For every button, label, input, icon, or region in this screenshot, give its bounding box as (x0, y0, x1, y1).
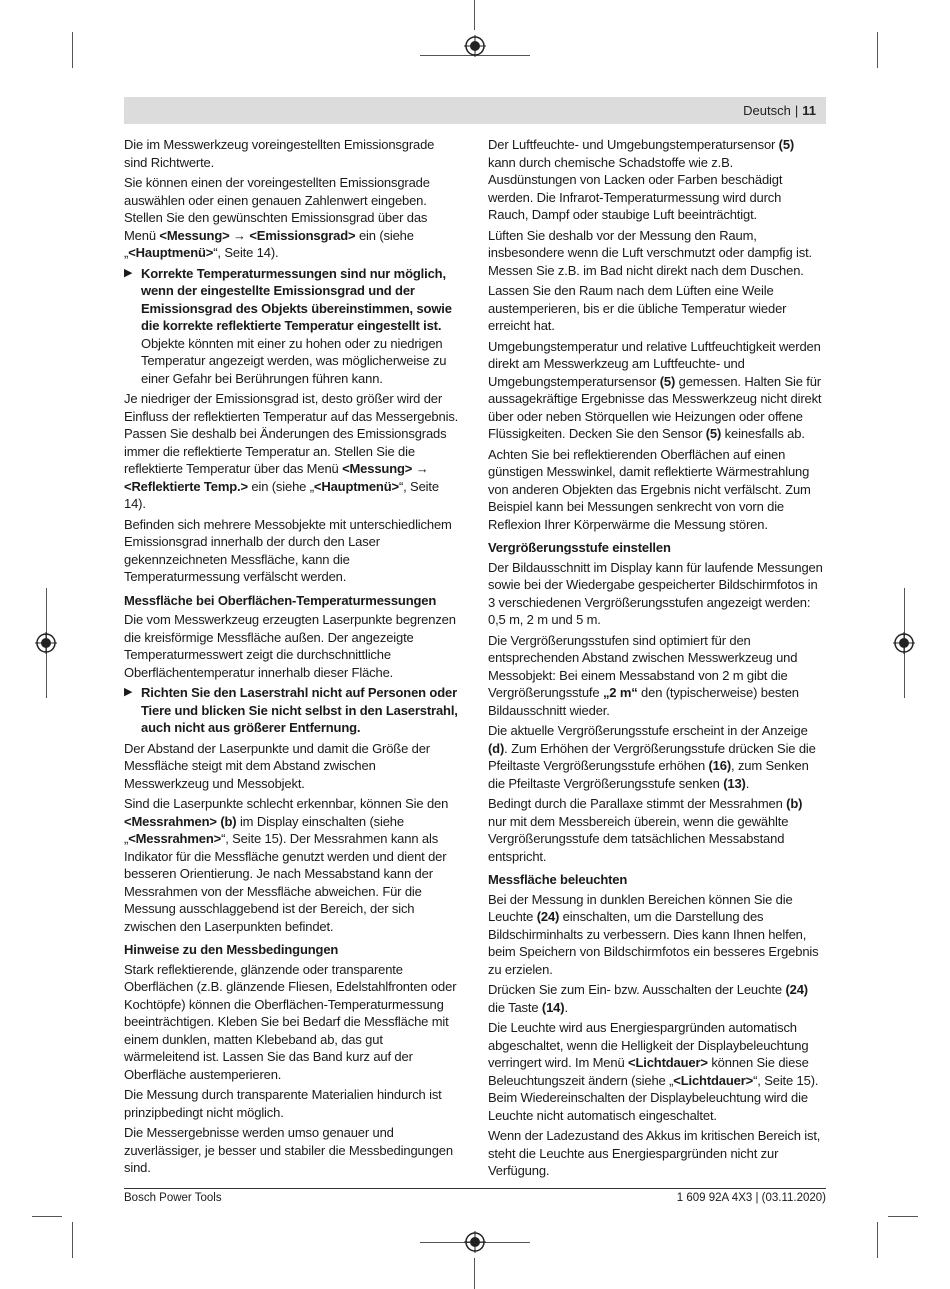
paragraph: Die Vergrößerungsstufen sind optimiert für den entsprechenden Abstand zwischen Messwerkzeug und Messobjekt: Bei einem Messabstand von 2 m gibt die Vergrößerungsstufe „2 m“ den (typischerweise) besten Bildausschnitt wieder. (488, 632, 799, 718)
crop-mark (72, 32, 73, 68)
left-column (124, 136, 460, 1180)
section-heading: Hinweise zu den Messbedingungen (124, 942, 339, 957)
paragraph: Drücken Sie zum Ein- bzw. Ausschalten der Leuchte (24) die Taste (14). (488, 982, 808, 1015)
footer-publisher: Bosch Power Tools (124, 1192, 222, 1204)
section-heading: Vergrößerungsstufe einstellen (488, 540, 671, 555)
right-column (488, 136, 824, 1183)
paragraph: Umgebungstemperatur und relative Luftfeuchtigkeit werden direkt am Messwerkzeug am Luftfeuchte- und Umgebungstemperatursensor (5) gemessen. Halten Sie für aussagekräftige Ergebnisse das Messwerkzeug nicht direkt über oder neben Störquellen wie Heizungen oder offene Flüssigkeiten. Decken Sie den Sensor (5) keinesfalls ab. (488, 338, 822, 441)
footer-document-id: 1 609 92A 4X3 | (03.11.2020) (676, 1192, 826, 1204)
section-heading: Messfläche beleuchten (488, 872, 628, 887)
paragraph: Wenn der Ladezustand des Akkus im kritischen Bereich ist, steht die Leuchte aus Energiespargründen nicht zur Verfügung. (488, 1128, 821, 1178)
paragraph: Die Messergebnisse werden umso genauer und zuverlässiger, je besser und stabiler die Messbedingungen sind. (124, 1125, 453, 1175)
paragraph: Der Abstand der Laserpunkte und damit die Größe der Messfläche steigt mit dem Abstand zwischen Messwerkzeug und Messobjekt. (124, 740, 430, 791)
registration-mark-icon (35, 632, 57, 654)
paragraph: Bei der Messung in dunklen Bereichen können Sie die Leuchte (24) einschalten, um die Darstellung des Bildschirminhalts zu verbessern. Dies kann Ihnen helfen, beim Speichern von Bildschirmfotos ein besseres Ergebnis zu erzielen. (488, 891, 819, 977)
paragraph: Lassen Sie den Raum nach dem Lüften eine Weile austemperieren, bis er die übliche Temperatur wieder erreicht hat. (488, 283, 787, 333)
paragraph: Sind die Laserpunkte schlecht erkennbar, können Sie den <Messrahmen> (b) im Display einschalten (siehe „<Messrahmen>“, Seite 15). Der Messrahmen kann als Indikator für die Messfläche genutzt werden und dient der besseren Orientierung. Je nach Messabstand kann der Messrahmen von der Messfläche abweichen. Für die Messung ausschlaggebend ist der Bereich, der sich zwischen den Laserpunkten befindet. (124, 796, 449, 934)
header-separator: | (794, 103, 799, 118)
registration-mark-icon (893, 632, 915, 654)
crop-mark (474, 0, 475, 30)
paragraph: Stark reflektierende, glänzende oder transparente Oberflächen (z.B. glänzende Fliesen, Edelstahlfronten oder Kochtöpfe) können die Oberflächen-Temperaturmessung beeinträchtigen. Kleben Sie bei Bedarf die Messfläche mit einem dunklen, matten Klebeband ab, das gut wärmeleitend ist. Lassen Sie das Band kurz auf der Oberfläche austemperieren. (124, 961, 457, 1082)
crop-mark (474, 1258, 475, 1289)
paragraph: Die Messung durch transparente Materialien hindurch ist prinzipbedingt nicht möglich. (124, 1087, 442, 1120)
paragraph: Achten Sie bei reflektierenden Oberflächen auf einen günstigen Messwinkel, damit reflektierte Wärmestrahlung von anderen Objekten das Ergebnis nicht verfälscht. Zum Beispiel kann bei Messungen senkrecht von vorn die Reflexion Ihrer Körperwärme die Messung stören. (488, 446, 811, 532)
crop-mark (877, 1222, 878, 1258)
paragraph: Befinden sich mehrere Messobjekte mit unterschiedlichem Emissionsgrad innerhalb der durch den Laser gekennzeichneten Messfläche, kann die Temperaturmessung verfälscht werden. (124, 516, 452, 584)
warning-note: ▶ Korrekte Temperaturmessungen sind nur möglich, wenn der eingestellte Emissionsgrad und der Emissionsgrad des Objekts übereinstimmen, sowie die korrekte reflektierte Temperatur eingestellt ist. Objekte könnten mit einer zu hohen oder zu niedrigen Temperatur angezeigt werden, was möglicherweise zu einer Gefahr bei Berührungen führen kann. (124, 265, 452, 386)
paragraph: Bedingt durch die Parallaxe stimmt der Messrahmen (b) nur mit dem Messbereich überein, wenn die gewählte Vergrößerungsstufe dem tatsächlichen Messabstand entspricht. (488, 796, 803, 864)
header-language: Deutsch (743, 103, 791, 118)
paragraph: Die vom Messwerkzeug erzeugten Laserpunkte begrenzen die kreisförmige Messfläche außen. Der angezeigte Temperaturmesswert zeigt die durchschnittliche Oberflächentemperatur innerhalb dieser Fläche. (124, 612, 456, 680)
crop-mark (72, 1222, 73, 1258)
warning-arrow-icon: ▶ (124, 266, 133, 279)
paragraph: Die aktuelle Vergrößerungsstufe erscheint in der Anzeige (d). Zum Erhöhen der Vergrößerungsstufe drücken Sie die Pfeiltaste Vergrößerungsstufe erhöhen (16), zum Senken die Pfeiltaste Vergrößerungsstufe senken (13). (488, 723, 816, 791)
footer-divider (124, 1188, 826, 1189)
paragraph: Lüften Sie deshalb vor der Messung den Raum, insbesondere wenn die Luft verschmutzt oder dampfig ist. Messen Sie z.B. im Bad nicht direkt nach dem Duschen. (488, 227, 813, 278)
crop-mark (32, 1216, 62, 1217)
header-text (743, 103, 816, 118)
warning-arrow-icon: ▶ (124, 686, 133, 698)
paragraph: Sie können einen der voreingestellten Emissionsgrade auswählen oder einen genauen Zahlenwert eingeben. Stellen Sie den gewünschten Emissionsgrad über das Menü <Messung> → <Emissionsgrad> ein (siehe „<Hauptmenü>“, Seite 14). (124, 175, 430, 260)
paragraph: Die im Messwerkzeug voreingestellten Emissionsgrade sind Richtwerte. (124, 137, 435, 170)
crop-mark (888, 1216, 918, 1217)
paragraph: Je niedriger der Emissionsgrad ist, desto größer wird der Einfluss der reflektierten Temperatur auf das Messergebnis. Passen Sie deshalb bei Änderungen des Emissionsgrads immer die reflektierte Temperatur an. Stellen Sie die reflektierte Temperatur über das Menü <Messung> → <Reflektierte Temp.> ein (siehe „<Hauptmenü>“, Seite 14). (124, 391, 459, 511)
paragraph: Die Leuchte wird aus Energiespargründen automatisch abgeschaltet, wenn die Helligkeit der Displaybeleuchtung verringert wird. Im Menü <Lichtdauer> können Sie diese Beleuchtungszeit ändern (siehe „<Lichtdauer>“, Seite 15). Beim Wiedereinschalten der Displaybeleuchtung wird die Leuchte nicht automatisch eingeschaltet. (488, 1020, 819, 1123)
warning-note: ▶ Richten Sie den Laserstrahl nicht auf Personen oder Tiere und blicken Sie nicht selbst in den Laserstrahl, auch nicht aus größerer Entfernung. (124, 685, 458, 735)
page-number: 11 (802, 103, 816, 118)
crop-mark (877, 32, 878, 68)
paragraph: Der Bildausschnitt im Display kann für laufende Messungen sowie bei der Wiedergabe gespeicherter Bildschirmfotos in 3 verschiedenen Vergrößerungsstufen angezeigt werden: 0,5 m, 2 m und 5 m. (488, 559, 823, 627)
paragraph: Der Luftfeuchte- und Umgebungstemperatursensor (5) kann durch chemische Schadstoffe wie z.B. Ausdünstungen von Lacken oder Farben beschädigt werden. Die Infrarot-Temperaturmessung wird durch Rauch, Dampf oder staubige Luft beeinträchtigt. (488, 137, 795, 222)
registration-mark-icon (464, 35, 486, 57)
page-header (124, 97, 826, 124)
section-heading: Messfläche bei Oberflächen-Temperaturmessungen (124, 592, 437, 608)
registration-mark-icon (464, 1231, 486, 1253)
